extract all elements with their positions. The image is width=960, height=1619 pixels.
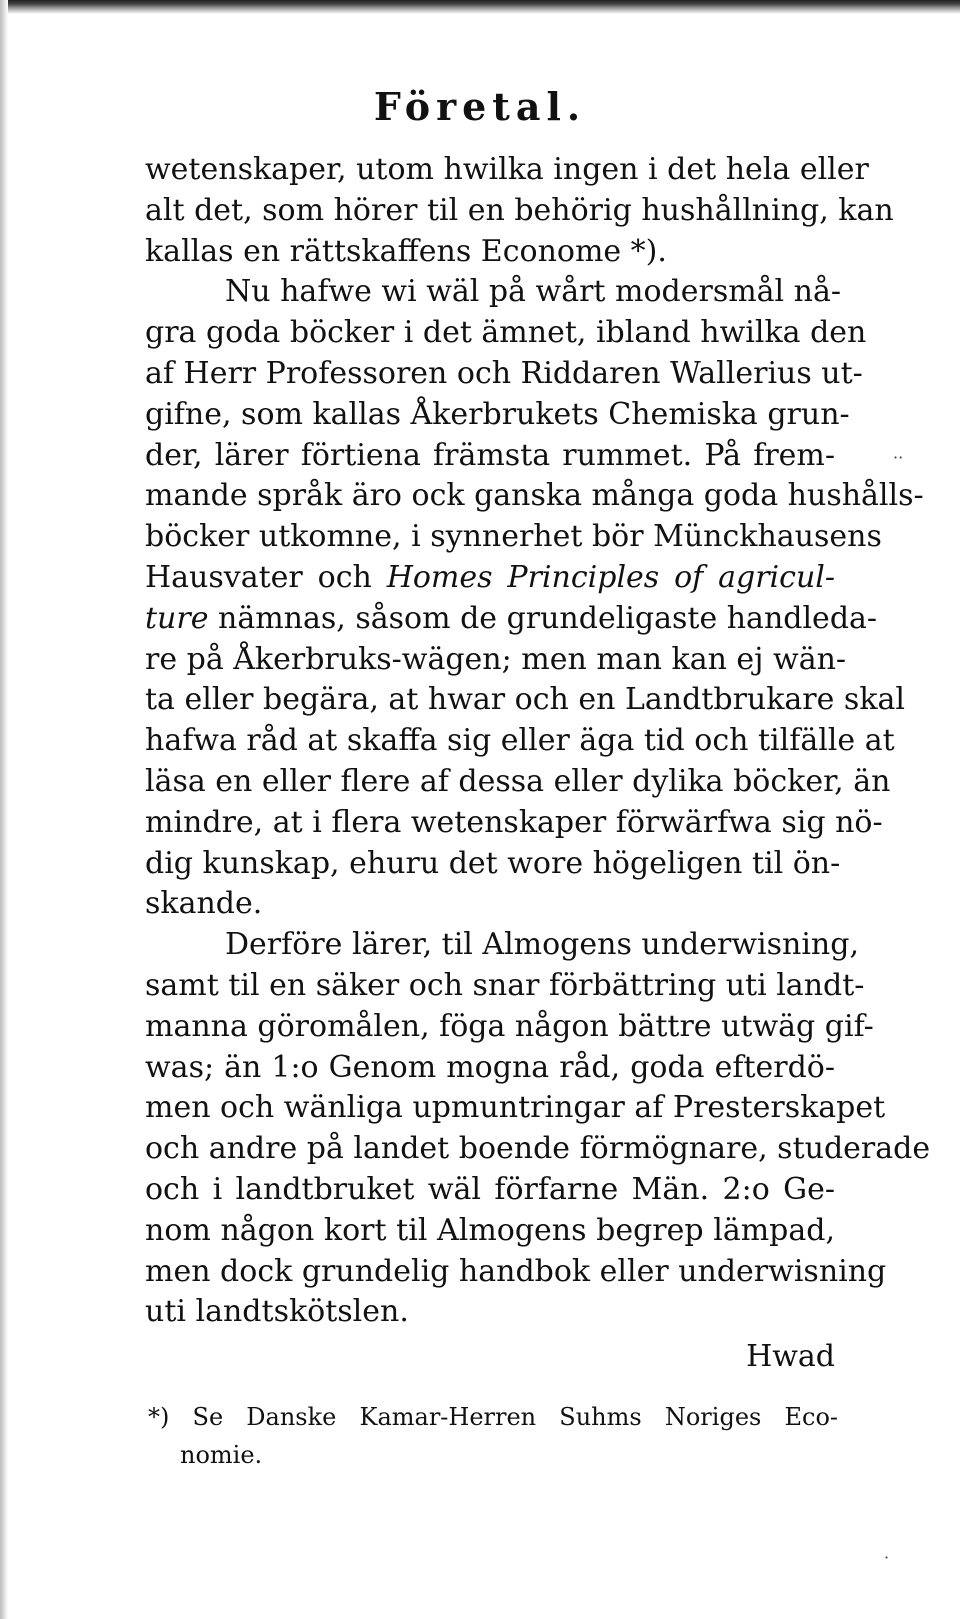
text-line: böcker utkomne, i synnerhet bör Münckhausens <box>145 519 882 555</box>
catchword: Hwad <box>746 1339 835 1375</box>
text-line: ture nämnas, såsom de grundeligaste handleda- <box>145 600 878 636</box>
text-line: hafwa råd at skaffa sig eller äga tid och tilfälle at <box>145 723 895 759</box>
text-line: was; än 1:o Genom mogna råd, goda efterdö- <box>145 1049 835 1085</box>
page-left-edge <box>0 0 8 1619</box>
text-line: nom någon kort til Almogens begrep lämpad, <box>145 1212 835 1248</box>
text-line: af Herr Professoren och Riddaren Wallerius ut- <box>145 355 863 391</box>
text-line: mindre, at i flera wetenskaper förwärfwa sig nö- <box>145 804 883 840</box>
text-line: ta eller begära, at hwar och en Landtbrukare skal <box>145 682 905 718</box>
text-line: men dock grundelig handbok eller underwisning <box>145 1253 887 1289</box>
text-line: manna göromålen, föga någon bättre utwäg gif- <box>145 1008 874 1044</box>
text-line: mande språk äro ock ganska många goda hushålls- <box>145 478 924 514</box>
footnote-line: nomie. <box>180 1441 263 1469</box>
text-line: gifne, som kallas Åkerbrukets Chemiska grun- <box>145 396 850 432</box>
ink-speck: ·· <box>893 448 904 467</box>
text-line: dig kunskap, ehuru det wore högeligen til ön- <box>145 845 841 881</box>
ink-speck: · <box>884 1548 890 1567</box>
text-line: läsa en eller flere af dessa eller dylika böcker, än <box>145 763 891 799</box>
text-line: Nu hafwe wi wäl på wårt modersmål nå- <box>225 274 842 310</box>
text-line: der, lärer förtiena främsta rummet. På frem- <box>145 437 835 473</box>
text-line: uti landtskötslen. <box>145 1294 409 1330</box>
text-line: wetenskaper, utom hwilka ingen i det hela eller <box>145 152 869 187</box>
text-line: Hausvater och Homes Principles of agricul- <box>145 559 835 595</box>
text-line: skande. <box>145 886 263 922</box>
text-line: gra goda böcker i det ämnet, ibland hwilka den <box>145 315 867 351</box>
body-text <box>145 150 931 1378</box>
footnote-line: *) Se Danske Kamar-Herren Suhms Noriges Eco- <box>148 1403 838 1431</box>
text-line: alt det, som hörer til en behörig hushållning, kan <box>145 192 894 228</box>
text-line: och i landtbruket wäl förfarne Män. 2:o Ge- <box>145 1171 835 1207</box>
footnote <box>148 1398 838 1474</box>
page-header: Företal. <box>373 84 587 129</box>
text-line: Derföre lärer, til Almogens underwisning, <box>225 927 859 963</box>
text-line: samt til en säker och snar förbättring uti landt- <box>145 967 865 1003</box>
text-line: och andre på landet boende förmögnare, studerade <box>145 1131 931 1167</box>
text-line: men och wänliga upmuntringar af Presterskapet <box>145 1090 886 1126</box>
text-line: re på Åkerbruks-wägen; men man kan ej wän- <box>145 641 847 677</box>
page-top-edge <box>0 0 960 14</box>
text-line: kallas en rättskaffens Econome *). <box>145 233 667 269</box>
